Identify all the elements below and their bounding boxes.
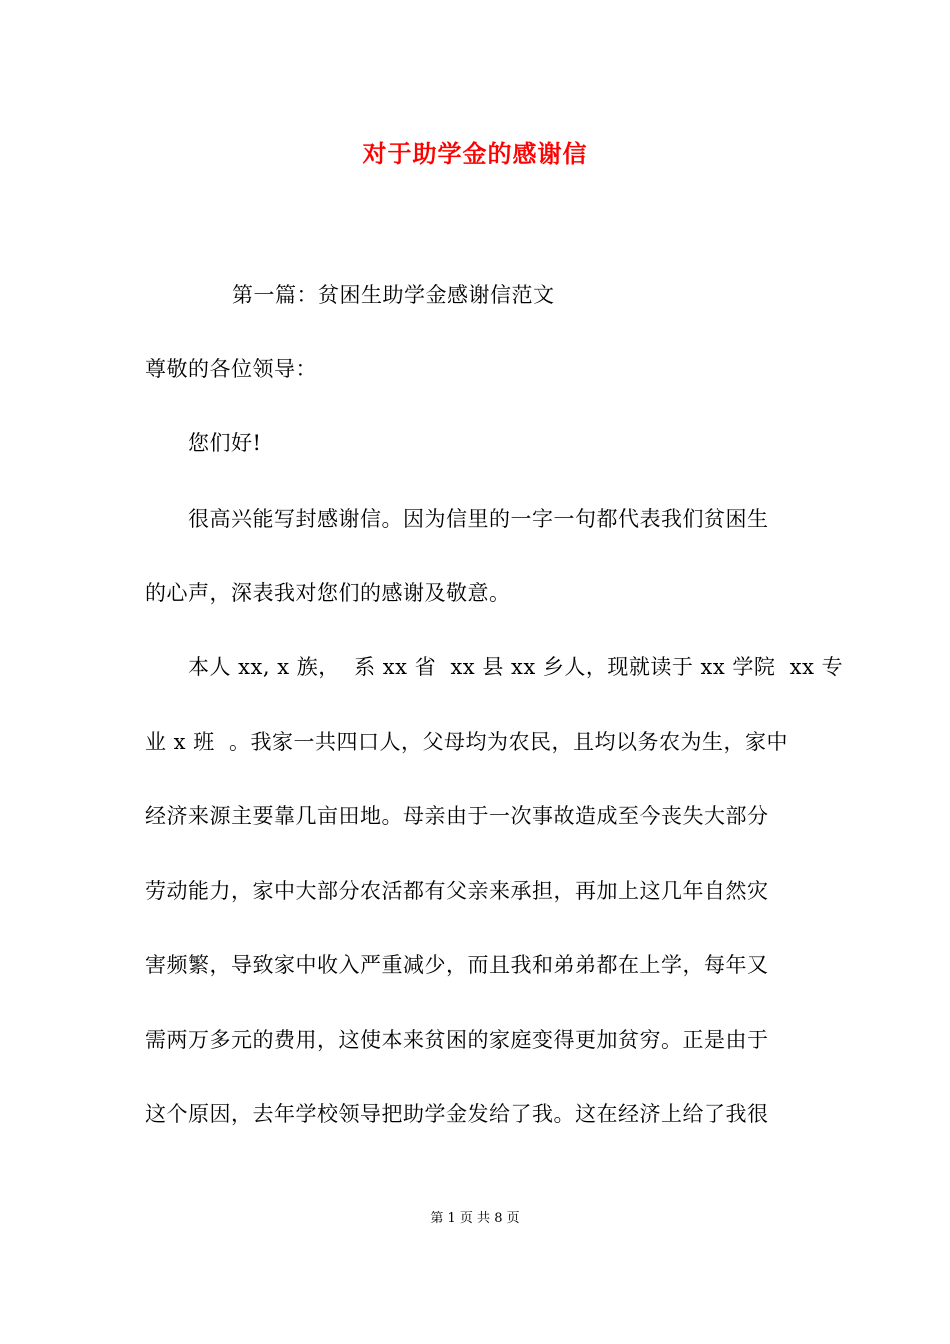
section-heading: 第一篇：贫困生助学金感谢信范文: [232, 283, 555, 307]
document-title: 对于助学金的感谢信: [362, 139, 588, 168]
body-line: 很高兴能写封感谢信。因为信里的一字一句都代表我们贫困生: [188, 507, 769, 531]
page-number: 第 1 页 共 8 页: [430, 1211, 520, 1226]
body-line: 需两万多元的费用，这使本来贫困的家庭变得更加贫穷。正是由于: [145, 1028, 769, 1052]
body-line: 劳动能力，家中大部分农活都有父亲来承担，再加上这几年自然灾: [145, 879, 769, 903]
greeting: 您们好!: [188, 431, 262, 455]
salutation: 尊敬的各位领导：: [145, 357, 317, 381]
body-line: 业 x 班 。我家一共四口人，父母均为农民，且均以务农为生，家中: [145, 730, 789, 754]
body-line: 本人 xx, x 族， 系 xx 省 xx 县 xx 乡人，现就读于 xx 学院 xx 专: [188, 655, 844, 679]
body-line: 经济来源主要靠几亩田地。母亲由于一次事故造成至今丧失大部分: [145, 804, 769, 828]
body-line: 害频繁，导致家中收入严重减少，而且我和弟弟都在上学，每年又: [145, 953, 769, 977]
body-line: 这个原因，去年学校领导把助学金发给了我。这在经济上给了我很: [145, 1102, 769, 1126]
body-line: 的心声，深表我对您们的感谢及敬意。: [145, 581, 511, 605]
